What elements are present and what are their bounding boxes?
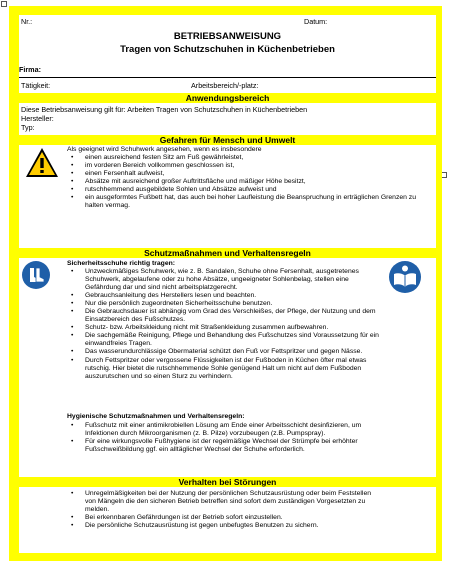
read-manual-icon (389, 261, 421, 293)
list-item: • Absätze mit ausreichend großer Auftrittsfläche und mäßiger Höhe besitzt, (67, 178, 427, 186)
list-item: • Die sachgemäße Reinigung, Pflege und Behandlung des Fußschutzes sind Voraussetzung für ein einwandfreies Tragen. (67, 332, 382, 348)
section-heading-stoerungen: Verhalten bei Störungen (19, 477, 436, 487)
list-item: • Das wasserundurchlässige Obermaterial schützt den Fuß vor Fettspritzer und gegen Nässe. (67, 348, 382, 356)
list-item: • einen ausreichend festen Sitz am Fuß gewährleistet, (67, 154, 427, 162)
list-item: • einen Fersenhalt aufweist, (67, 170, 427, 178)
subheading-sicherheitsschuhe: Sicherheitsschuhe richtig tragen: (67, 260, 176, 267)
datum-label: Datum: (304, 17, 328, 26)
taetigkeit-label: Tätigkeit: (21, 81, 51, 90)
list-item: • Gebrauchsanleitung des Herstellers lesen und beachten. (67, 292, 382, 300)
safety-boots-icon (22, 261, 50, 289)
schutz-list (67, 268, 382, 381)
hygiene-list (67, 422, 382, 454)
list-item: • Die Gebrauchsdauer ist abhängig vom Grad des Verschleißes, der Pflege, der Nutzung und dem Einsatzbereich des Fußschutzes. (67, 308, 382, 324)
page-title: BETRIEBSANWEISUNG (173, 31, 282, 42)
list-item: • Bei erkennbaren Gefährdungen ist der Betrieb sofort einzustellen. (67, 514, 382, 522)
anwendung-line: Diese Betriebsanweisung gilt für: Arbeiten Tragen von Schutzschuhen in Küchenbetrieben (21, 105, 308, 114)
warning-triangle-icon (25, 147, 59, 179)
section-heading-anwendungsbereich: Anwendungsbereich (19, 93, 436, 103)
typ-label: Typ: (21, 123, 35, 132)
gefahren-list (67, 154, 427, 210)
list-item: • Nur die persönlich zugeordneten Sicherheitsschuhe benutzen. (67, 300, 382, 308)
list-item: • rutschhemmend ausgebildete Sohlen und Absätze aufweist und (67, 186, 427, 194)
nr-label: Nr.: (21, 17, 33, 26)
page-subtitle: Tragen von Schutzschuhen in Küchenbetrieben (120, 44, 335, 55)
list-item: • Für eine wirkungsvolle Fußhygiene ist der regelmäßige Wechsel der Strümpfe bei erhöhter Fußschweißbildung ggf. ein alltäglicher Wechsel der Schuhe erforderlich. (67, 438, 382, 454)
list-item: • Schutz- bzw. Arbeitskleidung nicht mit Straßenkleidung zusammen aufbewahren. (67, 324, 382, 332)
arbeitsbereich-label: Arbeitsbereich/-platz: (191, 81, 259, 90)
section-heading-schutzmassnahmen: Schutzmaßnahmen und Verhaltensregeln (19, 248, 436, 258)
document-body (19, 15, 436, 553)
list-item: • Durch Fettspritzer oder vergossene Flüssigkeiten ist der Fußboden in Küchen öfter mal etwas rutschig. Hier bietet die rutschhemmende Sohle genügend Halt um nicht auf dem Fußboden auszurutschen und so einen Sturz zu verhindern. (67, 357, 382, 381)
gefahren-intro: Als geeignet wird Schuhwerk angesehen, wenn es insbesondere (67, 146, 262, 153)
resize-handle-top-left[interactable] (1, 1, 7, 7)
list-item: • Die persönliche Schutzausrüstung ist gegen unbefugtes Benutzen zu sichern. (67, 522, 382, 530)
divider (19, 77, 436, 78)
section-heading-gefahren: Gefahren für Mensch und Umwelt (19, 135, 436, 145)
firma-label: Firma: (19, 65, 41, 74)
list-item: • Fußschutz mit einer antimikrobiellen Lösung am Ende einer Arbeitsschicht desinfizieren, um Infektionen durch Mikroorganismen (z. B. Pilze) vorzubeugen (z.B. Pumpspray). (67, 422, 382, 438)
document-frame (9, 6, 442, 561)
list-item: • Unregelmäßigkeiten bei der Nutzung der persönlichen Schutzausrüstung oder beim Feststellen von Mängeln die den sicheren Betrieb betreffen sind sofort dem zuständigen Vorgesetzten zu melden. (67, 490, 382, 514)
stoerungen-list (67, 490, 382, 530)
list-item: • Unzweckmäßiges Schuhwerk, wie z. B. Sandalen, Schuhe ohne Fersenhalt, ausgetretenes Schuhwerk, abgelaufene oder zu hohe Absätze, ungeeigneter Sohlenbelag, stellen eine Gefährdung dar und sind nicht arbeitsplatzgerecht. (67, 268, 382, 292)
list-item: • im vorderen Bereich vollkommen geschlossen ist, (67, 162, 427, 170)
hersteller-label: Hersteller: (21, 114, 54, 123)
subheading-hygiene: Hygienische Schutzmaßnahmen und Verhaltensregeln: (67, 413, 245, 420)
list-item: • ein ausgeformtes Fußbett hat, das auch bei hoher Laufleistung die Beanspruchung in erträglichen Grenzen zu halten vermag. (67, 194, 427, 210)
